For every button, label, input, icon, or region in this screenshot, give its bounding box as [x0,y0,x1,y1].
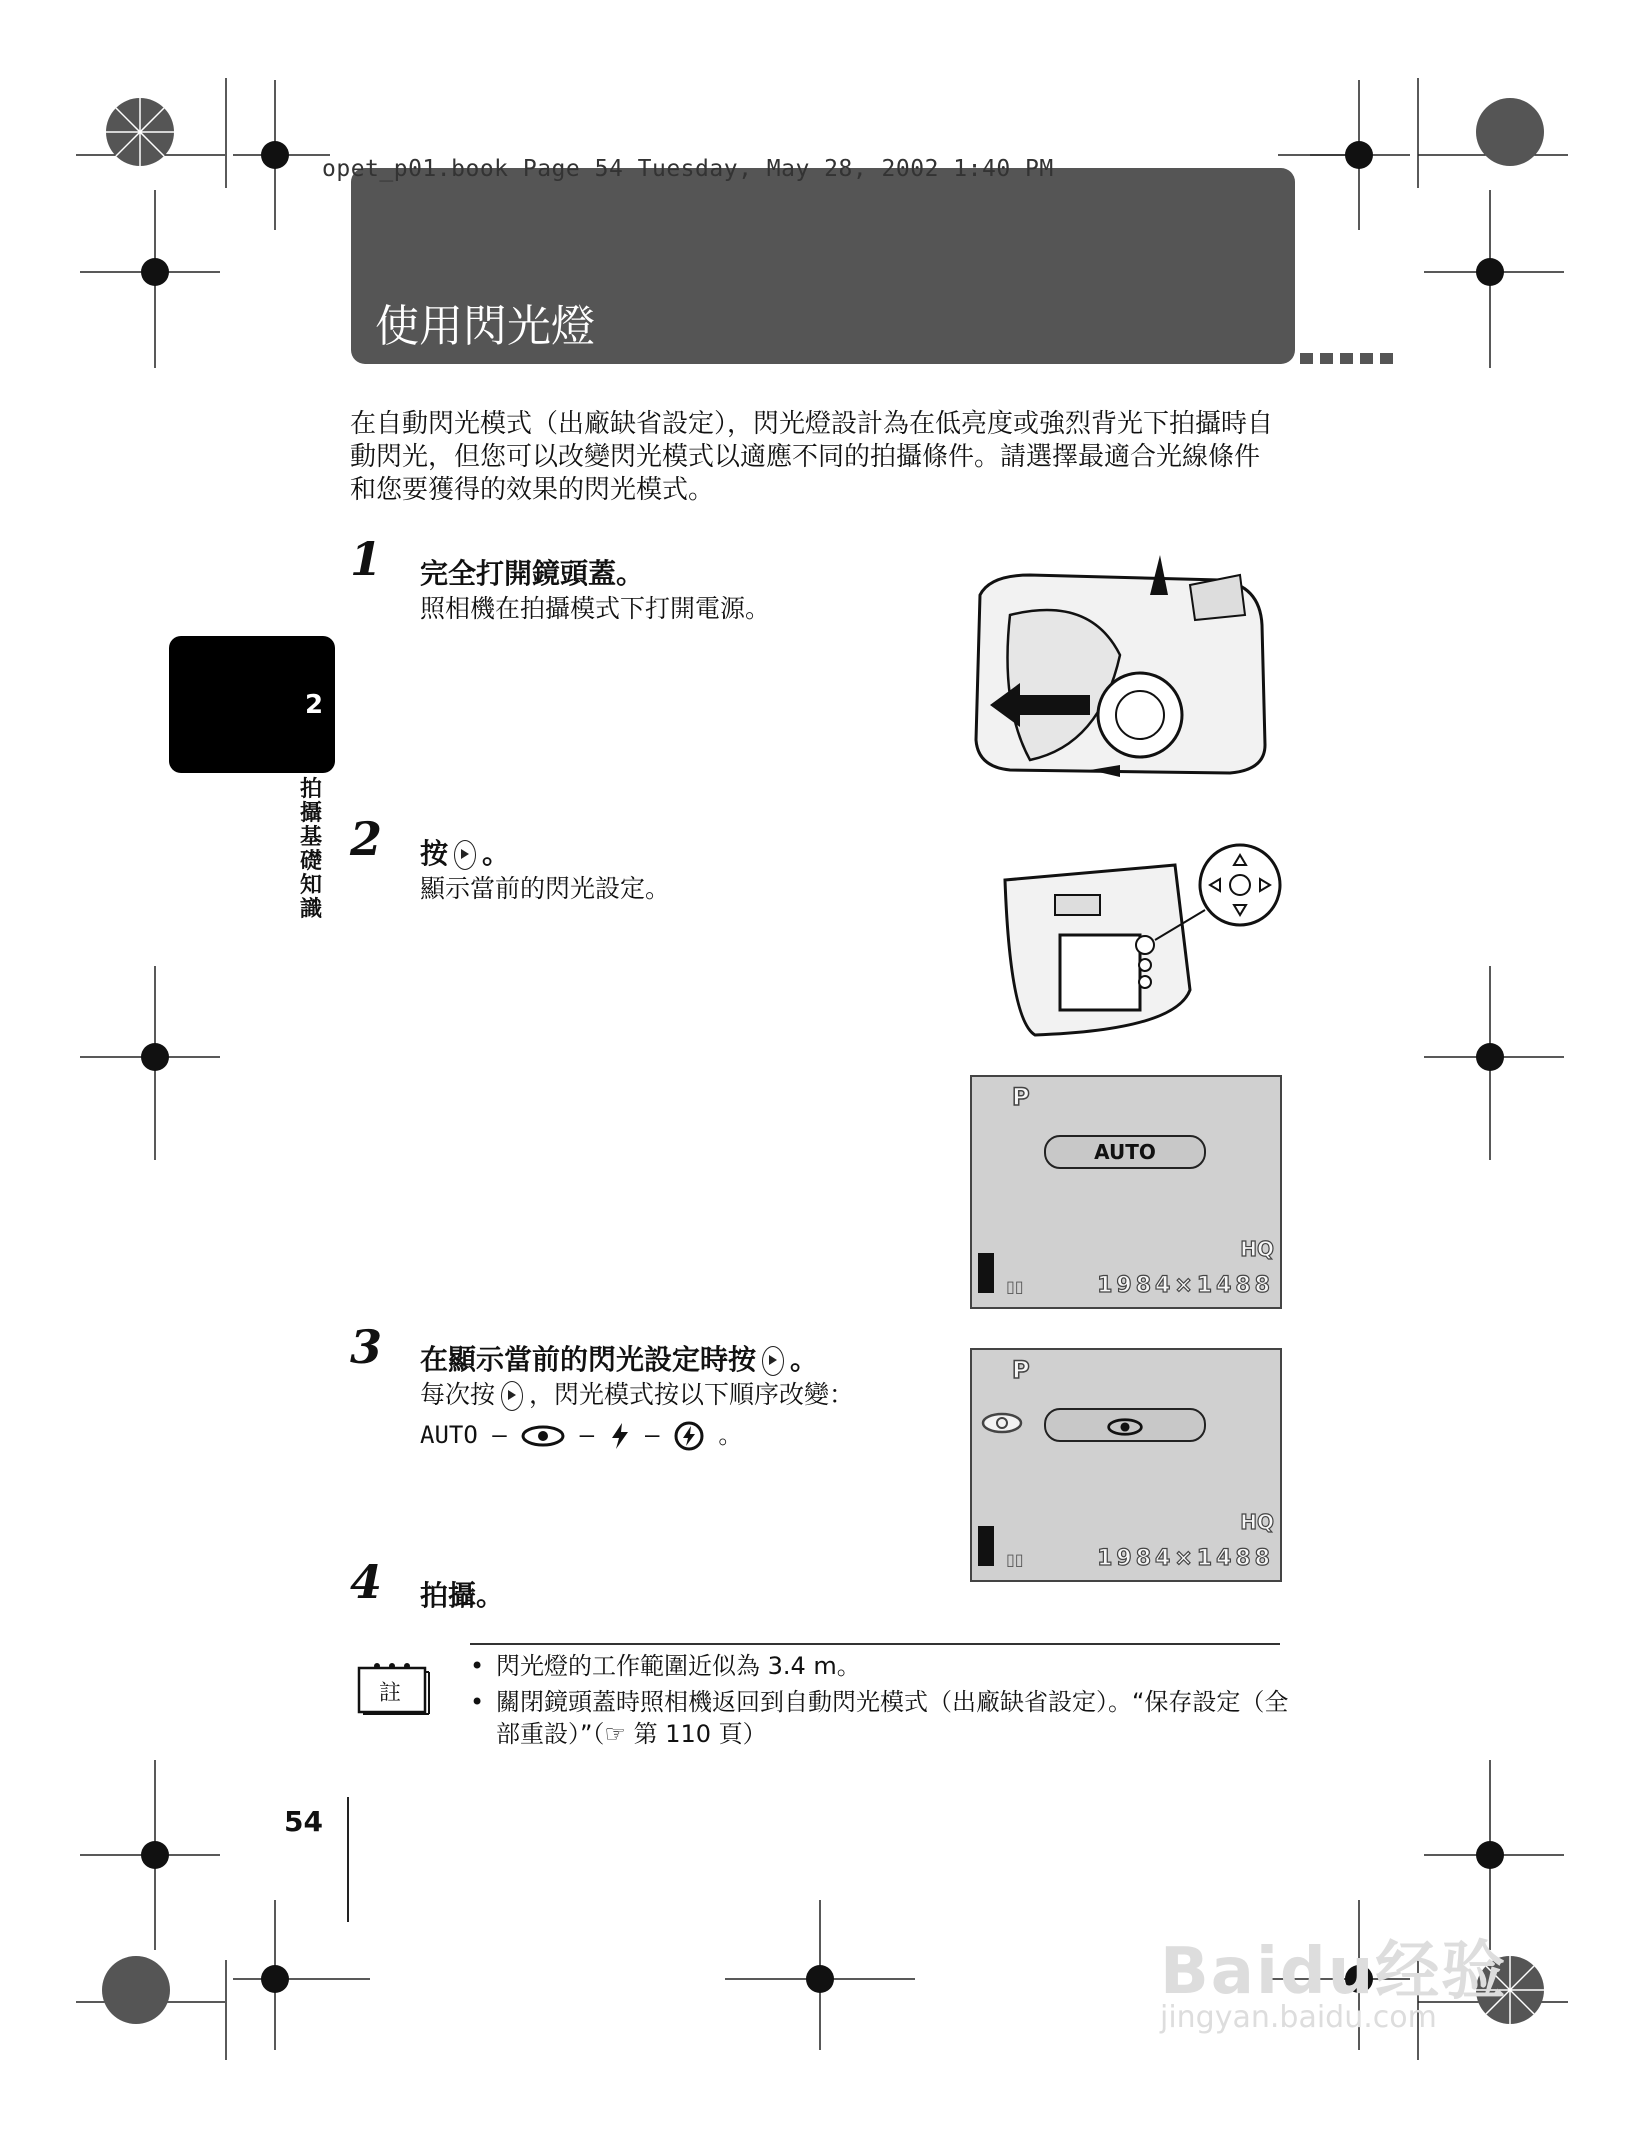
step-3-title-prefix: 在顯示當前的閃光設定時按 [420,1343,757,1376]
quality-indicator: HQ [1240,1237,1274,1261]
step-2-title-suffix: 。 [482,837,511,870]
resolution-indicator: 1984×1488 [1097,1546,1274,1571]
lcd-screen-red-eye [970,1348,1282,1582]
memory-icon: ▯▯ [1006,1277,1024,1296]
sequence-separator: – [579,1421,595,1449]
print-slug: opet_p01.book Page 54 Tuesday, May 28, 2002 1:40 PM [322,156,1054,182]
step-3-title-suffix: 。 [790,1343,819,1376]
red-eye-indicator-icon [980,1410,1024,1436]
step-2-title-prefix: 按 [420,837,449,870]
step-1-title: 完全打開鏡頭蓋。 [420,557,645,590]
sequence-auto: AUTO [420,1421,478,1449]
page-number: 54 [284,1805,323,1838]
program-mode-indicator: P [1012,1356,1030,1384]
step-3-body-suffix: ，閃光模式按以下順序改變： [529,1380,855,1409]
red-eye-reduction-icon [1105,1415,1145,1439]
section-title: 使用閃光燈 [375,301,595,352]
resolution-indicator: 1984×1488 [1097,1273,1274,1298]
chapter-number: 2 [305,690,324,720]
step-2-title [420,832,510,872]
sequence-separator: – [492,1421,507,1449]
step-1-body: 照相機在拍攝模式下打開電源。 [420,594,771,623]
camera-front-illustration [970,555,1280,795]
step-3-number: 3 [350,1320,383,1374]
chapter-title: 拍攝基礎知識 [300,777,323,922]
watermark-logo: Baidu经验 [1160,1935,1508,2009]
quality-indicator: HQ [1240,1510,1274,1534]
red-eye-reduction-icon [521,1424,565,1448]
step-2-body: 顯示當前的閃光設定。 [420,874,671,903]
step-4-number: 4 [350,1555,383,1609]
arrow-right-button-icon [454,840,476,870]
step-3-body-prefix: 每次按 [420,1380,496,1409]
sequence-end: 。 [718,1421,743,1449]
step-2-number: 2 [350,812,383,866]
flash-mode-indicator: AUTO [1044,1135,1206,1169]
step-1-number: 1 [350,532,383,586]
note-item: • 關閉鏡頭蓋時照相機返回到自動閃光模式（出廠缺省設定）。“保存設定（全部重設）”（☞ 第 110 頁） [470,1686,1290,1750]
watermark-url: jingyan.baidu.com [1160,2000,1437,2035]
battery-icon [978,1526,994,1566]
notes-list [470,1650,1290,1754]
step-3-title [420,1338,818,1378]
fill-in-flash-icon [609,1422,631,1450]
battery-icon [978,1253,994,1293]
arrow-right-button-icon [762,1346,784,1376]
arrow-right-button-icon [501,1381,523,1411]
page-number-rule [347,1797,349,1922]
step-4-title: 拍攝。 [420,1579,505,1612]
note-divider [470,1643,1280,1645]
note-item: • 閃光燈的工作範圍近似為 3.4 m。 [470,1650,1290,1682]
step-3-body [420,1378,854,1412]
note-label: 註 [379,1681,402,1706]
lcd-screen-auto [970,1075,1282,1309]
sequence-separator: – [644,1421,660,1449]
camera-back-illustration [995,840,1295,1050]
program-mode-indicator: P [1012,1083,1030,1111]
note-icon [355,1656,433,1714]
memory-icon: ▯▯ [1006,1550,1024,1569]
flash-mode-indicator [1044,1408,1206,1442]
flash-off-icon [674,1421,704,1451]
intro-paragraph: 在自動閃光模式（出廠缺省設定），閃光燈設計為在低亮度或強烈背光下拍攝時自動閃光，但您可以改變閃光模式以適應不同的拍攝條件。請選擇最適合光線條件和您要獲得的效果的閃光模式。 [350,409,1274,505]
flash-mode-sequence [420,1418,742,1452]
